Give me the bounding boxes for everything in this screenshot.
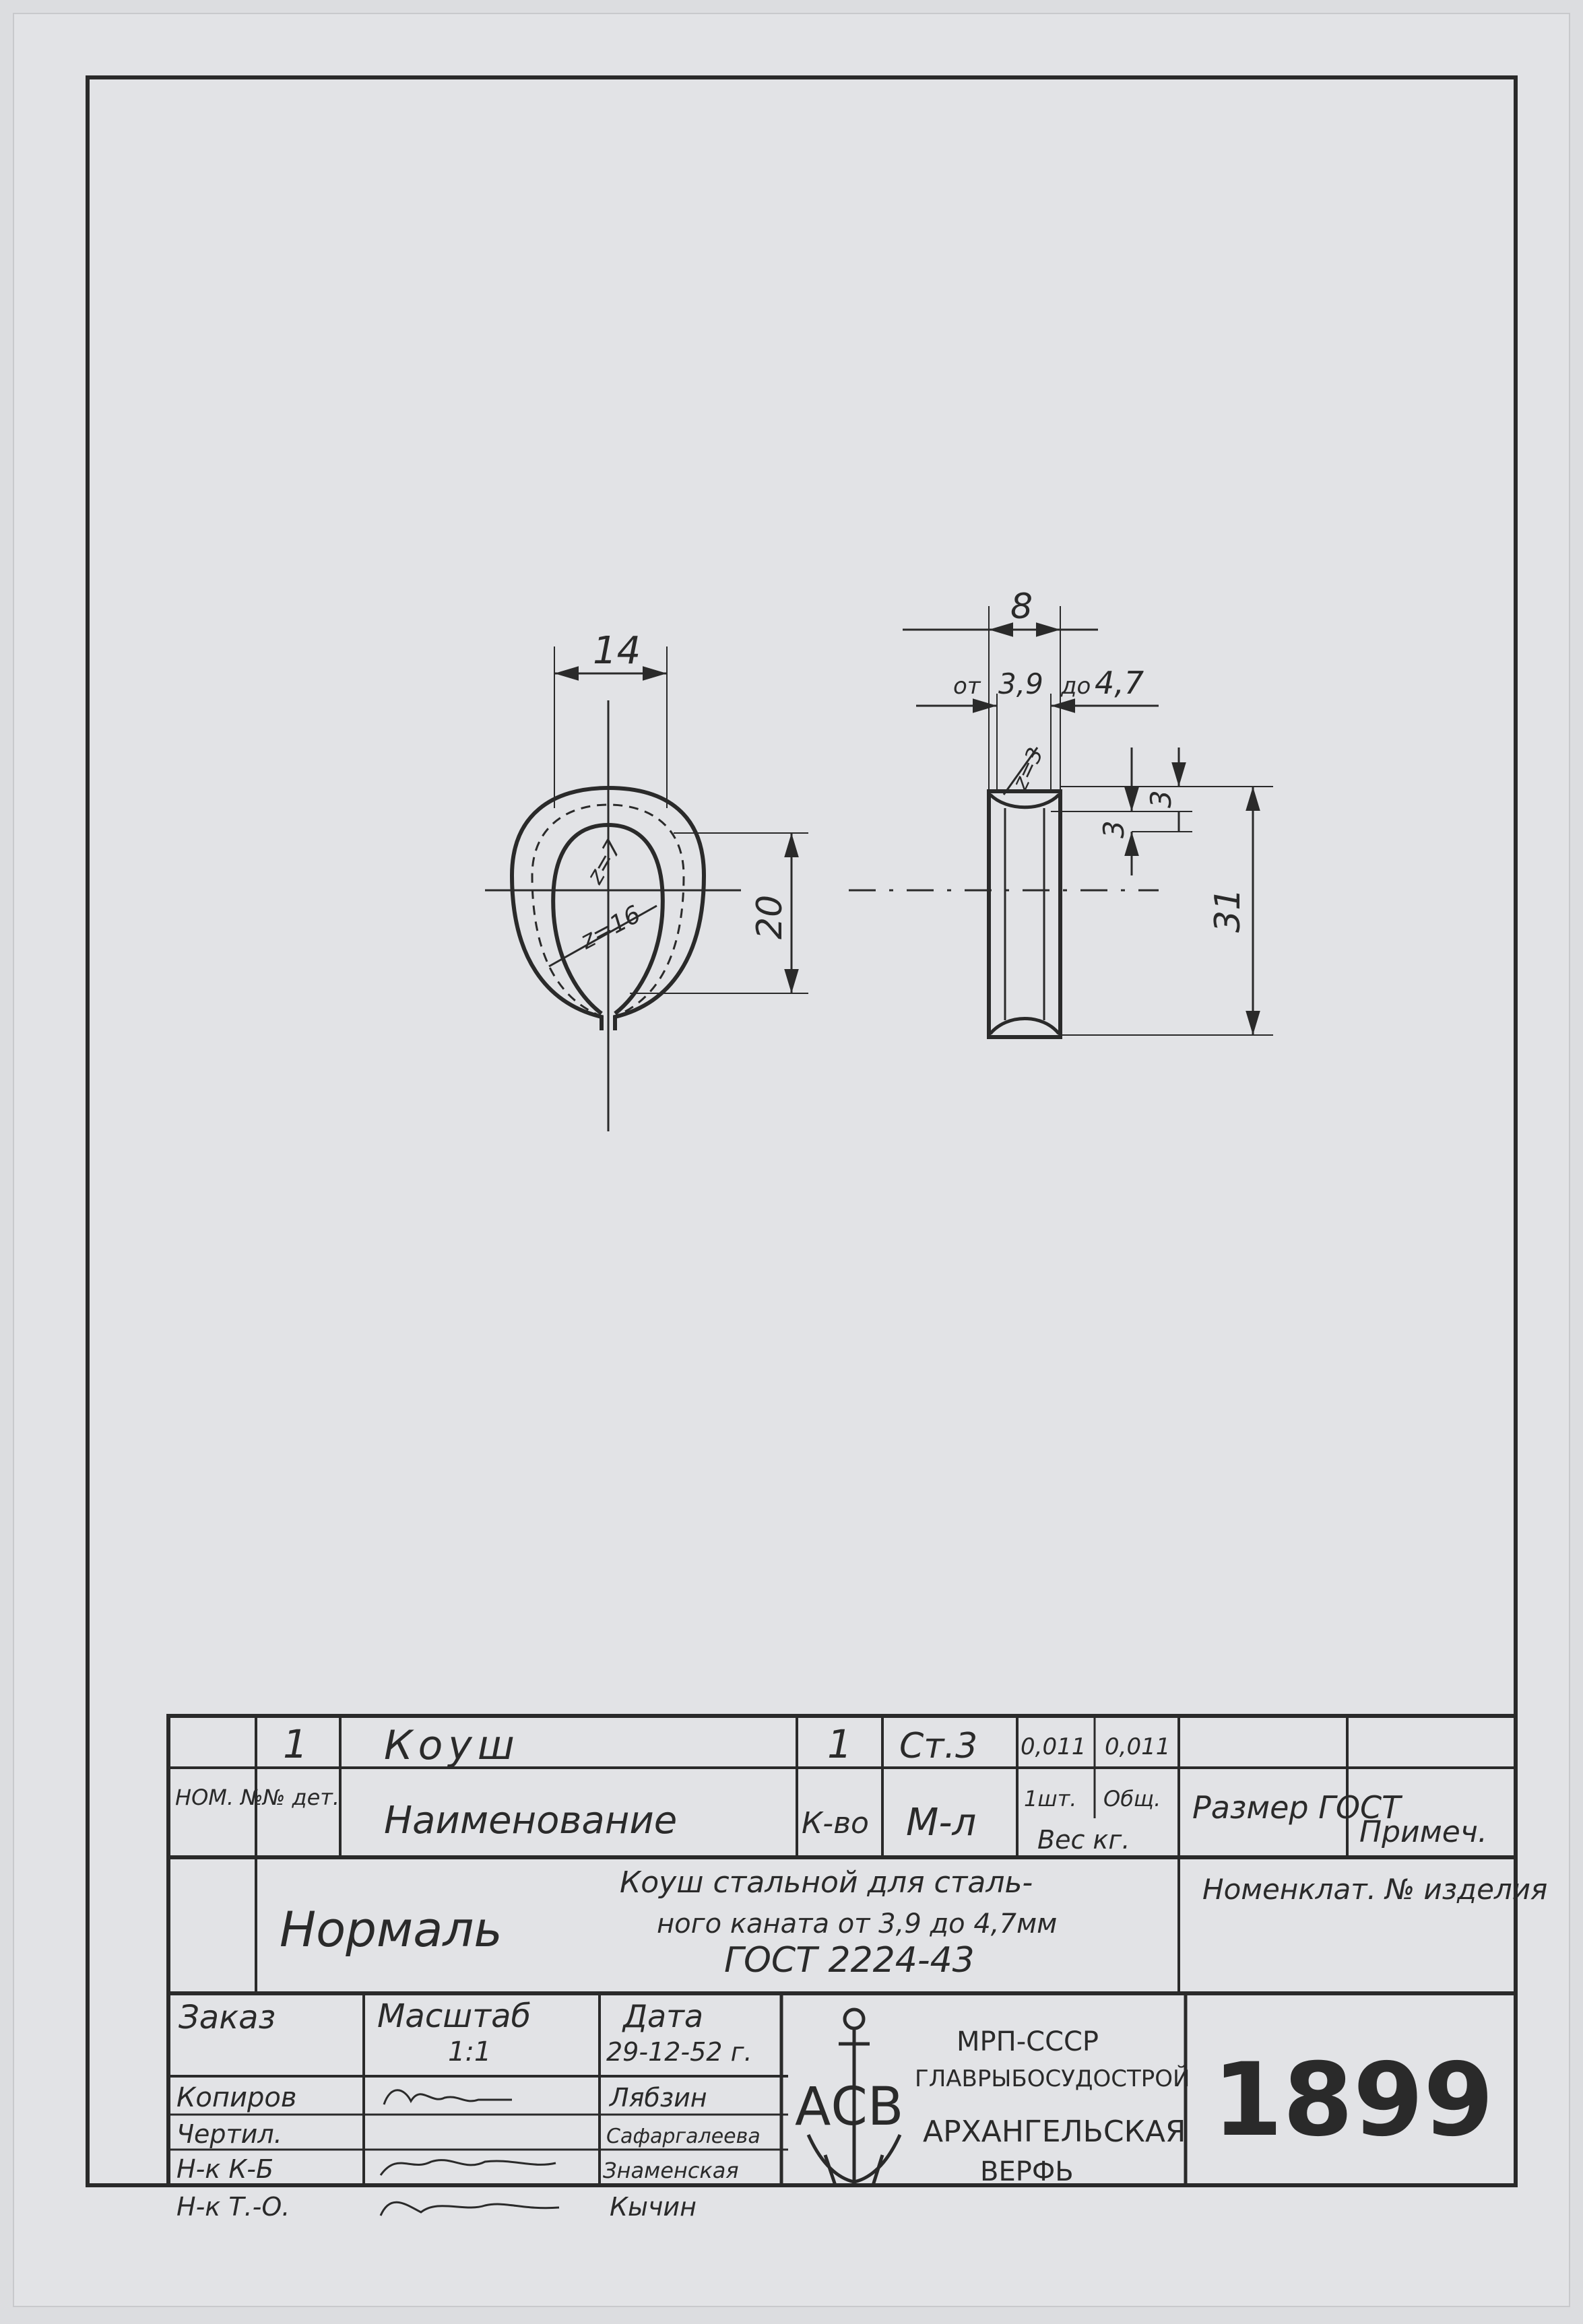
header-size-gost: Размер ГОСТ <box>1192 1789 1401 1826</box>
order-label: Заказ <box>179 1999 276 2036</box>
header-weight-one: 1шт. <box>1024 1786 1077 1812</box>
dim-from-label: от <box>953 673 981 700</box>
part-qty: 1 <box>827 1721 852 1767</box>
scale-value: 1:1 <box>448 2036 492 2067</box>
header-weight-unit: Вес кг. <box>1037 1825 1130 1855</box>
header-nom-no: НОМ. № <box>175 1785 263 1810</box>
header-material: М-л <box>906 1801 977 1845</box>
dim-height-31: 31 <box>1208 888 1248 933</box>
normal-label: Нормаль <box>280 1901 503 1958</box>
dim-radius-16: z=16 <box>575 900 645 955</box>
part-weight-total: 0,011 <box>1105 1733 1171 1760</box>
dim-to-value: 4,7 <box>1095 665 1144 701</box>
header-det-no: № дет. <box>263 1785 340 1810</box>
role-chief-kb: Н-к К-Б <box>176 2154 274 2184</box>
dim-height-20: 20 <box>750 894 790 939</box>
nomenclature-label: Номенклат. № изделия <box>1202 1873 1548 1906</box>
part-material: Ст.3 <box>899 1726 978 1766</box>
dim-offset-3a: 3 <box>1097 820 1130 838</box>
description-line1: Коуш стальной для сталь- <box>620 1865 1033 1900</box>
dim-to-label: до <box>1061 673 1091 700</box>
name-copy: Лябзин <box>610 2083 707 2113</box>
header-weight-total: Общ. <box>1103 1786 1161 1812</box>
org-line1: МРП-СССР <box>957 2026 1099 2057</box>
role-drew: Чертил. <box>176 2119 282 2149</box>
header-qty: К-во <box>802 1806 869 1840</box>
date-value: 29-12-52 г. <box>606 2037 752 2067</box>
role-chief-to: Н-к Т.-О. <box>176 2192 290 2222</box>
header-name: Наименование <box>384 1799 678 1842</box>
part-number: 1 <box>283 1721 308 1767</box>
name-drew: Сафаргалеева <box>606 2125 761 2148</box>
description-line3: ГОСТ 2224-43 <box>724 1940 975 1981</box>
part-name: Коуш <box>384 1722 520 1769</box>
org-line2: ГЛАВРЫБОСУДОСТРОЙ <box>915 2065 1190 2092</box>
scale-label: Масштаб <box>377 1997 531 2035</box>
date-label: Дата <box>623 1998 704 2034</box>
dim-from-value: 3,9 <box>998 667 1043 700</box>
name-chief-to: Кычин <box>610 2192 697 2222</box>
name-chief-kb: Знаменская <box>603 2158 739 2183</box>
dim-offset-3b: 3 <box>1144 790 1177 808</box>
sheet-number: 1899 <box>1213 2042 1494 2159</box>
dim-width-8: 8 <box>1010 587 1033 627</box>
header-notes: Примеч. <box>1359 1815 1487 1849</box>
org-line3: АРХАНГЕЛЬСКАЯ <box>923 2115 1186 2149</box>
part-weight-unit: 0,011 <box>1021 1733 1087 1760</box>
dim-radius-3: z=3 <box>1006 743 1049 794</box>
dim-radius-7: z=7 <box>581 835 628 889</box>
logo-text: АСВ <box>795 2077 904 2137</box>
description-line2: ного каната от 3,9 до 4,7мм <box>657 1908 1058 1939</box>
org-line4: ВЕРФЬ <box>980 2156 1074 2187</box>
role-copy: Копиров <box>176 2082 297 2113</box>
dim-width-14: 14 <box>593 629 641 673</box>
